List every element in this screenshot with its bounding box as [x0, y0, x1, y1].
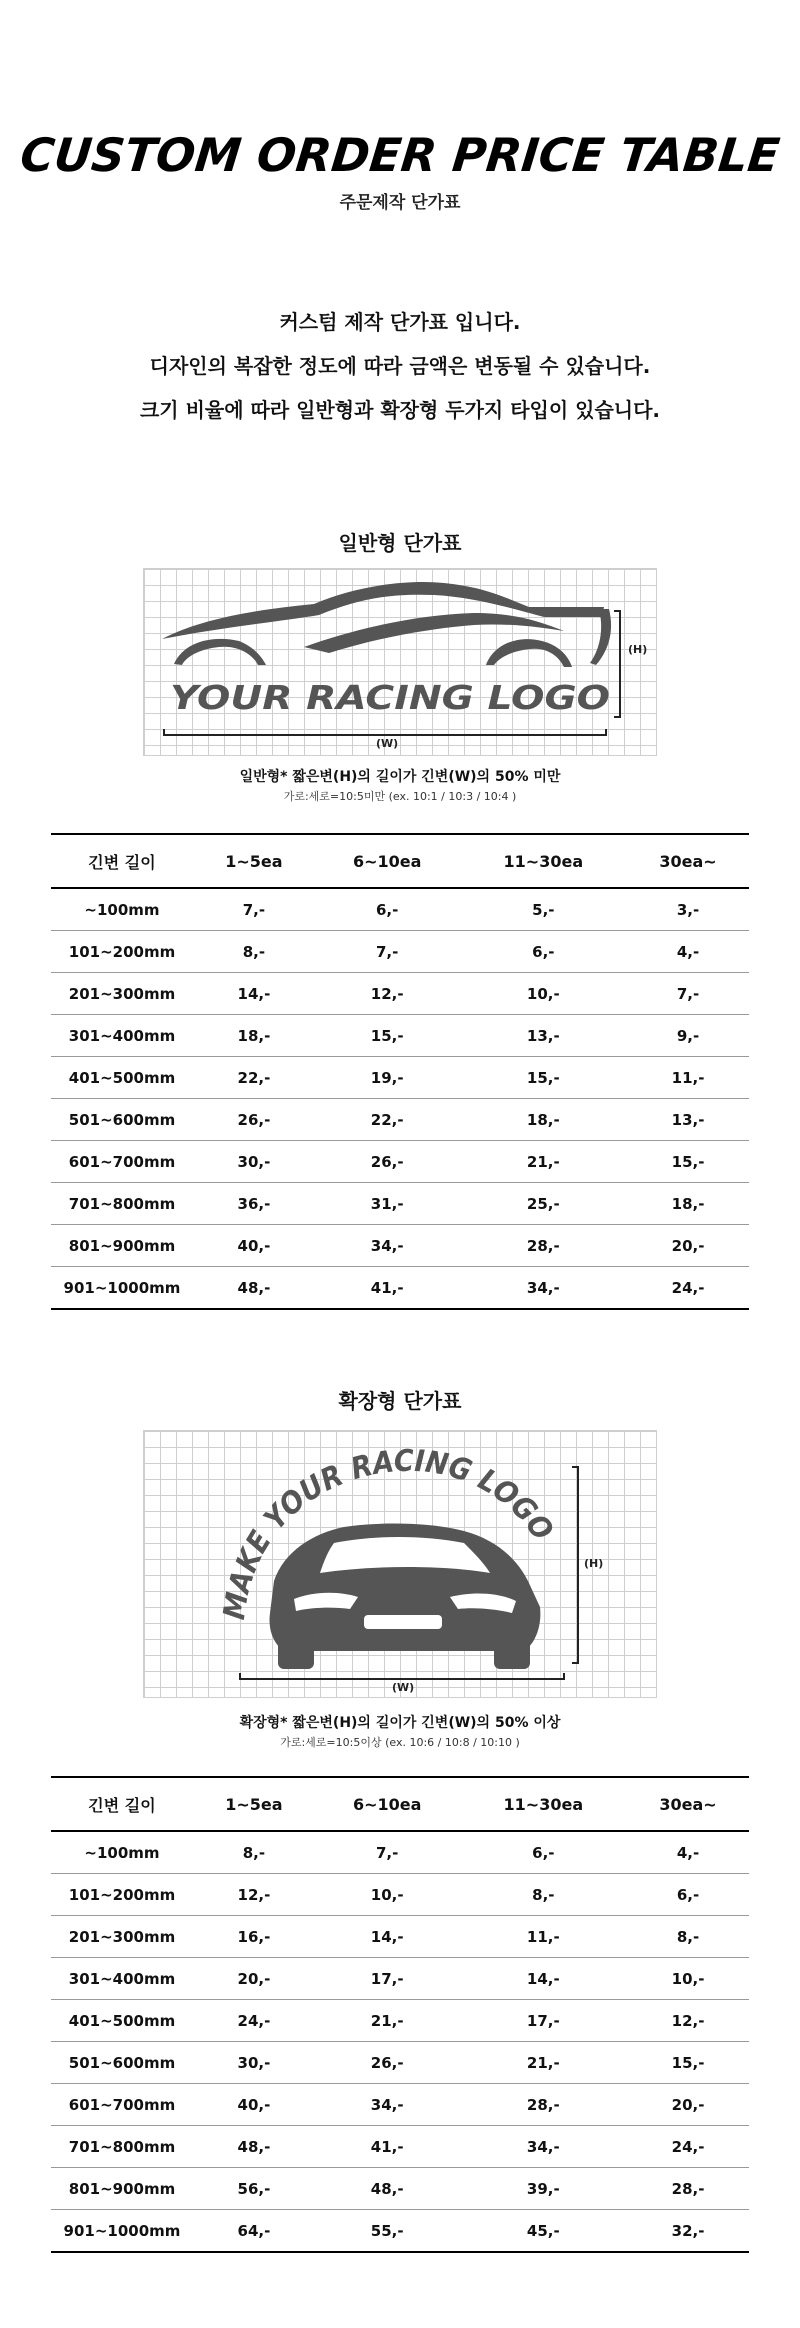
price-cell: 13,-: [460, 1015, 628, 1057]
length-range-cell: 601~700mm: [51, 1141, 193, 1183]
price-cell: 9,-: [627, 1015, 749, 1057]
length-range-cell: 801~900mm: [51, 1225, 193, 1267]
car-tail: [590, 609, 611, 665]
width-dimension-bracket: [240, 1673, 564, 1679]
price-cell: 8,-: [460, 1874, 628, 1916]
price-cell: 24,-: [627, 1267, 749, 1310]
regular-price-table: [51, 833, 749, 1310]
price-cell: 30,-: [193, 2042, 315, 2084]
price-cell: 11,-: [460, 1916, 628, 1958]
price-cell: 8,-: [193, 1831, 315, 1874]
price-cell: 26,-: [315, 1141, 460, 1183]
price-cell: 10,-: [315, 1874, 460, 1916]
price-cell: 17,-: [315, 1958, 460, 2000]
column-header: 1~5ea: [193, 834, 315, 888]
length-range-cell: 601~700mm: [51, 2084, 193, 2126]
price-cell: 14,-: [460, 1958, 628, 2000]
price-cell: 4,-: [627, 1831, 749, 1874]
table-row: [51, 1225, 749, 1267]
column-header: 긴변 길이: [51, 1777, 193, 1831]
price-cell: 3,-: [627, 888, 749, 931]
extended-width-label: (W): [392, 1681, 415, 1694]
car-rear-wheel-arch: [486, 639, 572, 667]
table-row: [51, 888, 749, 931]
price-cell: 28,-: [460, 1225, 628, 1267]
height-dimension-bracket: [614, 611, 620, 717]
price-cell: 56,-: [193, 2168, 315, 2210]
price-cell: 24,-: [193, 2000, 315, 2042]
price-cell: 45,-: [460, 2210, 628, 2253]
price-cell: 16,-: [193, 1916, 315, 1958]
length-range-cell: 301~400mm: [51, 1958, 193, 2000]
price-cell: 55,-: [315, 2210, 460, 2253]
intro-line-3: 크기 비율에 따라 일반형과 확장형 두가지 타입이 있습니다.: [139, 398, 661, 422]
price-cell: 48,-: [193, 2126, 315, 2168]
table-row: [51, 2210, 749, 2253]
extended-table-body: [51, 1831, 749, 2252]
extended-height-label: (H): [584, 1557, 604, 1570]
price-cell: 22,-: [193, 1057, 315, 1099]
regular-section-title: 일반형 단가표: [338, 531, 462, 555]
price-cell: 24,-: [627, 2126, 749, 2168]
price-cell: 10,-: [627, 1958, 749, 2000]
table-row: [51, 1099, 749, 1141]
price-cell: 21,-: [315, 2000, 460, 2042]
price-cell: 28,-: [460, 2084, 628, 2126]
intro-text: [0, 300, 800, 432]
price-cell: 40,-: [193, 1225, 315, 1267]
table-row: [51, 1015, 749, 1057]
column-header: 6~10ea: [315, 834, 460, 888]
length-range-cell: ~100mm: [51, 888, 193, 931]
price-cell: 34,-: [460, 2126, 628, 2168]
extended-car-illustration: [144, 1431, 656, 1697]
extended-section-title: 확장형 단가표: [338, 1389, 462, 1413]
length-range-cell: 201~300mm: [51, 973, 193, 1015]
extended-logo-text: MAKE YOUR RACING LOGO: [216, 1443, 562, 1623]
column-header: 30ea~: [627, 1777, 749, 1831]
price-cell: 34,-: [460, 1267, 628, 1310]
length-range-cell: 201~300mm: [51, 1916, 193, 1958]
price-cell: 18,-: [627, 1183, 749, 1225]
length-range-cell: ~100mm: [51, 1831, 193, 1874]
car-wheel-left: [278, 1635, 314, 1669]
regular-logo-text: YOUR RACING LOGO: [170, 678, 610, 717]
table-header-row: [51, 1777, 749, 1831]
price-cell: 14,-: [315, 1916, 460, 1958]
column-header: 30ea~: [627, 834, 749, 888]
price-cell: 6,-: [315, 888, 460, 931]
table-row: [51, 2126, 749, 2168]
column-header: 긴변 길이: [51, 834, 193, 888]
price-cell: 6,-: [460, 1831, 628, 1874]
regular-logo-figure: [143, 568, 657, 756]
length-range-cell: 401~500mm: [51, 1057, 193, 1099]
length-range-cell: 901~1000mm: [51, 1267, 193, 1310]
table-row: [51, 973, 749, 1015]
price-cell: 31,-: [315, 1183, 460, 1225]
table-row: [51, 2042, 749, 2084]
width-dimension-bracket: [164, 729, 606, 735]
table-row: [51, 1267, 749, 1310]
price-cell: 11,-: [627, 1057, 749, 1099]
price-cell: 15,-: [627, 1141, 749, 1183]
price-cell: 39,-: [460, 2168, 628, 2210]
table-row: [51, 1916, 749, 1958]
price-cell: 7,-: [315, 1831, 460, 1874]
price-cell: 8,-: [627, 1916, 749, 1958]
price-cell: 41,-: [315, 1267, 460, 1310]
regular-width-label: (W): [376, 737, 399, 750]
length-range-cell: 101~200mm: [51, 931, 193, 973]
price-cell: 15,-: [315, 1015, 460, 1057]
intro-line-2: 디자인의 복잡한 정도에 따라 금액은 변동될 수 있습니다.: [149, 354, 651, 378]
length-range-cell: 801~900mm: [51, 2168, 193, 2210]
price-cell: 21,-: [460, 2042, 628, 2084]
price-cell: 48,-: [315, 2168, 460, 2210]
price-cell: 5,-: [460, 888, 628, 931]
car-wheel-right: [494, 1635, 530, 1669]
price-cell: 7,-: [627, 973, 749, 1015]
regular-car-illustration: [144, 569, 656, 755]
extended-note-sub: 가로:세로=10:5이상 (ex. 10:6 / 10:8 / 10:10 ): [280, 1736, 520, 1749]
length-range-cell: 301~400mm: [51, 1015, 193, 1057]
page-title: CUSTOM ORDER PRICE TABLE: [17, 128, 783, 182]
extended-logo-figure: [143, 1430, 657, 1698]
column-header: 6~10ea: [315, 1777, 460, 1831]
price-cell: 12,-: [193, 1874, 315, 1916]
price-cell: 20,-: [627, 1225, 749, 1267]
price-cell: 32,-: [627, 2210, 749, 2253]
regular-height-label: (H): [628, 643, 648, 656]
table-row: [51, 931, 749, 973]
price-cell: 7,-: [315, 931, 460, 973]
price-cell: 22,-: [315, 1099, 460, 1141]
price-cell: 13,-: [627, 1099, 749, 1141]
regular-table-body: [51, 888, 749, 1309]
column-header: 1~5ea: [193, 1777, 315, 1831]
price-cell: 26,-: [315, 2042, 460, 2084]
column-header: 11~30ea: [460, 834, 628, 888]
table-row: [51, 1831, 749, 1874]
price-cell: 12,-: [627, 2000, 749, 2042]
car-front-wheel-arch: [174, 639, 266, 665]
price-cell: 64,-: [193, 2210, 315, 2253]
length-range-cell: 101~200mm: [51, 1874, 193, 1916]
price-cell: 18,-: [460, 1099, 628, 1141]
table-row: [51, 1958, 749, 2000]
price-cell: 28,-: [627, 2168, 749, 2210]
extended-note: 확장형* 짧은변(H)의 길이가 긴변(W)의 50% 이상: [239, 1715, 561, 1731]
length-range-cell: 401~500mm: [51, 2000, 193, 2042]
length-range-cell: 701~800mm: [51, 2126, 193, 2168]
car-grille: [364, 1615, 442, 1629]
extended-price-table: [51, 1776, 749, 2253]
length-range-cell: 501~600mm: [51, 1099, 193, 1141]
table-row: [51, 1057, 749, 1099]
price-cell: 19,-: [315, 1057, 460, 1099]
price-cell: 14,-: [193, 973, 315, 1015]
length-range-cell: 501~600mm: [51, 2042, 193, 2084]
length-range-cell: 901~1000mm: [51, 2210, 193, 2253]
regular-note-sub: 가로:세로=10:5미만 (ex. 10:1 / 10:3 / 10:4 ): [283, 790, 517, 803]
price-cell: 4,-: [627, 931, 749, 973]
table-row: [51, 1183, 749, 1225]
price-cell: 15,-: [460, 1057, 628, 1099]
table-row: [51, 2084, 749, 2126]
table-row: [51, 1874, 749, 1916]
price-cell: 6,-: [627, 1874, 749, 1916]
price-cell: 30,-: [193, 1141, 315, 1183]
table-header-row: [51, 834, 749, 888]
height-dimension-bracket: [572, 1467, 578, 1663]
table-row: [51, 2000, 749, 2042]
price-cell: 34,-: [315, 1225, 460, 1267]
price-cell: 6,-: [460, 931, 628, 973]
price-cell: 40,-: [193, 2084, 315, 2126]
price-cell: 12,-: [315, 973, 460, 1015]
price-cell: 48,-: [193, 1267, 315, 1310]
intro-line-1: 커스텀 제작 단가표 입니다.: [279, 310, 521, 334]
table-row: [51, 2168, 749, 2210]
column-header: 11~30ea: [460, 1777, 628, 1831]
price-cell: 20,-: [193, 1958, 315, 2000]
price-cell: 18,-: [193, 1015, 315, 1057]
price-cell: 25,-: [460, 1183, 628, 1225]
price-cell: 8,-: [193, 931, 315, 973]
page-subtitle: 주문제작 단가표: [339, 193, 461, 213]
length-range-cell: 701~800mm: [51, 1183, 193, 1225]
price-cell: 7,-: [193, 888, 315, 931]
price-cell: 34,-: [315, 2084, 460, 2126]
table-row: [51, 1141, 749, 1183]
price-cell: 10,-: [460, 973, 628, 1015]
price-cell: 36,-: [193, 1183, 315, 1225]
price-cell: 26,-: [193, 1099, 315, 1141]
price-cell: 21,-: [460, 1141, 628, 1183]
price-cell: 20,-: [627, 2084, 749, 2126]
price-cell: 41,-: [315, 2126, 460, 2168]
price-cell: 17,-: [460, 2000, 628, 2042]
price-cell: 15,-: [627, 2042, 749, 2084]
regular-note: 일반형* 짧은변(H)의 길이가 긴변(W)의 50% 미만: [239, 769, 561, 785]
